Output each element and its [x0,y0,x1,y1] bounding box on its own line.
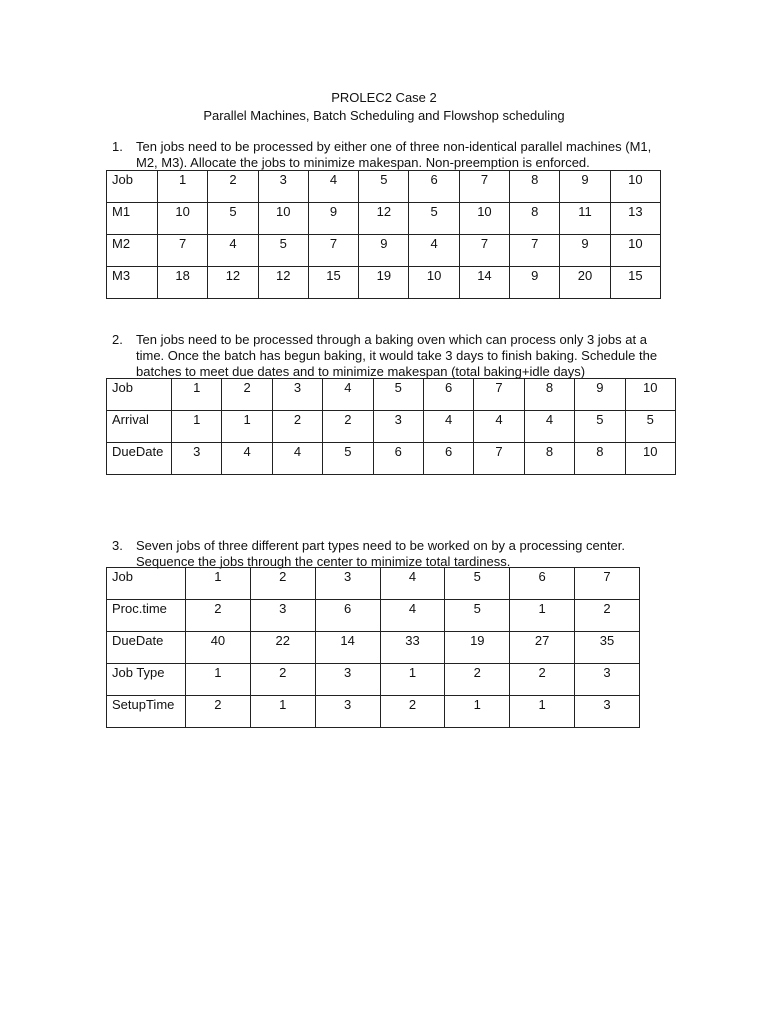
table-cell: 8 [524,443,574,475]
row-label: Job [107,568,186,600]
table-cell: 8 [575,443,625,475]
table-cell: 4 [409,235,459,267]
table-cell: 7 [510,235,560,267]
table-cell: 4 [474,411,524,443]
table-row [107,568,640,600]
table-cell: 2 [510,664,575,696]
table-cell: 13 [610,203,660,235]
table-cell: 20 [560,267,610,299]
row-label: DueDate [107,632,186,664]
table-cell: 33 [380,632,445,664]
table-row [107,203,661,235]
table-cell: 2 [323,411,373,443]
table-cell: 6 [409,171,459,203]
row-label: DueDate [107,443,172,475]
table-row [107,696,640,728]
table-cell: 3 [172,443,222,475]
row-label: M3 [107,267,158,299]
table-cell: 22 [250,632,315,664]
table-cell: 35 [575,632,640,664]
question-number: 2. [112,332,123,347]
table-cell: 4 [208,235,258,267]
table-cell: 6 [315,600,380,632]
table-cell: 10 [625,443,675,475]
table-cell: 7 [459,171,509,203]
table-cell: 3 [315,568,380,600]
table-row [107,632,640,664]
table-cell: 9 [510,267,560,299]
table-cell: 1 [222,411,272,443]
machine-times-table [106,170,661,299]
table-cell: 27 [510,632,575,664]
table-cell: 2 [250,664,315,696]
table-cell: 2 [208,171,258,203]
row-label: Job Type [107,664,186,696]
table-row [107,600,640,632]
row-label: M2 [107,235,158,267]
table-cell: 18 [158,267,208,299]
table-cell: 2 [186,600,251,632]
table-cell: 6 [510,568,575,600]
table-cell: 1 [172,379,222,411]
table-cell: 1 [445,696,510,728]
table-cell: 3 [373,411,423,443]
table-cell: 7 [474,379,524,411]
table-cell: 1 [510,696,575,728]
table-cell: 3 [575,696,640,728]
table-cell: 10 [625,379,675,411]
table-cell: 1 [250,696,315,728]
table-cell: 3 [250,600,315,632]
table-cell: 5 [625,411,675,443]
batch-jobs-table [106,378,676,475]
table-cell: 4 [524,411,574,443]
table-cell: 6 [373,443,423,475]
table-cell: 9 [308,203,358,235]
table-cell: 5 [445,600,510,632]
table-cell: 5 [575,411,625,443]
table-cell: 12 [359,203,409,235]
table-cell: 4 [222,443,272,475]
table-cell: 5 [445,568,510,600]
table-cell: 10 [409,267,459,299]
table-cell: 14 [315,632,380,664]
question-number: 3. [112,538,123,553]
question-number: 1. [112,139,123,154]
table-cell: 6 [423,379,473,411]
table-cell: 2 [250,568,315,600]
table-cell: 1 [186,664,251,696]
table-cell: 10 [610,235,660,267]
table-cell: 15 [610,267,660,299]
table-cell: 40 [186,632,251,664]
table-cell: 5 [208,203,258,235]
table-cell: 8 [524,379,574,411]
table-cell: 3 [315,664,380,696]
table-cell: 19 [445,632,510,664]
table-cell: 3 [315,696,380,728]
table-cell: 4 [380,600,445,632]
table-cell: 4 [272,443,322,475]
table-cell: 3 [272,379,322,411]
table-cell: 9 [560,235,610,267]
table-cell: 10 [610,171,660,203]
table-cell: 2 [186,696,251,728]
table-cell: 5 [323,443,373,475]
table-cell: 4 [323,379,373,411]
table-cell: 5 [373,379,423,411]
table-cell: 2 [272,411,322,443]
tardiness-jobs-table [106,567,640,728]
table-row [107,664,640,696]
table-cell: 5 [409,203,459,235]
table-cell: 2 [575,600,640,632]
table-cell: 9 [359,235,409,267]
table-row [107,171,661,203]
table-row [107,411,676,443]
question-3 [112,538,672,570]
row-label: Proc.time [107,600,186,632]
document-subtitle: Parallel Machines, Batch Scheduling and Flowshop scheduling [203,108,565,123]
table-row [107,379,676,411]
document-title: PROLEC2 Case 2 [331,90,437,105]
row-label: Job [107,171,158,203]
table-cell: 1 [172,411,222,443]
table-row [107,267,661,299]
question-text: Seven jobs of three different part types need to be worked on by a processing center. Sequence the jobs through the center to minimize total tardiness. [136,538,626,569]
table-cell: 10 [158,203,208,235]
table-cell: 7 [158,235,208,267]
table-cell: 14 [459,267,509,299]
table-cell: 3 [258,171,308,203]
table-cell: 15 [308,267,358,299]
row-label: M1 [107,203,158,235]
table-cell: 2 [380,696,445,728]
table-cell: 2 [445,664,510,696]
table-cell: 8 [510,171,560,203]
table-cell: 9 [560,171,610,203]
table-cell: 7 [474,443,524,475]
table-cell: 7 [575,568,640,600]
table-cell: 1 [510,600,575,632]
table-cell: 4 [380,568,445,600]
question-text: Ten jobs need to be processed through a baking oven which can process only 3 jobs at a time. Once the batch has begun baking, it would take 3 days to finish baking. Schedule the batches to meet due dates and to minimize makespan (total baking+idle days) [136,332,658,379]
row-label: SetupTime [107,696,186,728]
table-cell: 8 [510,203,560,235]
table-cell: 5 [258,235,308,267]
table-cell: 2 [222,379,272,411]
table-cell: 10 [459,203,509,235]
table-cell: 12 [258,267,308,299]
table-cell: 1 [186,568,251,600]
table-cell: 4 [308,171,358,203]
table-cell: 7 [308,235,358,267]
question-text: Ten jobs need to be processed by either one of three non-identical parallel machines (M1, M2, M3). Allocate the jobs to minimize makespan. Non-preemption is enforced. [136,139,652,170]
table-row [107,443,676,475]
question-2 [112,332,672,380]
row-label: Job [107,379,172,411]
table-cell: 5 [359,171,409,203]
table-cell: 12 [208,267,258,299]
table-cell: 1 [380,664,445,696]
table-cell: 4 [423,411,473,443]
table-cell: 9 [575,379,625,411]
table-cell: 19 [359,267,409,299]
table-cell: 3 [575,664,640,696]
table-cell: 6 [423,443,473,475]
table-cell: 7 [459,235,509,267]
table-cell: 11 [560,203,610,235]
table-cell: 10 [258,203,308,235]
row-label: Arrival [107,411,172,443]
table-row [107,235,661,267]
table-cell: 1 [158,171,208,203]
question-1 [112,139,672,171]
